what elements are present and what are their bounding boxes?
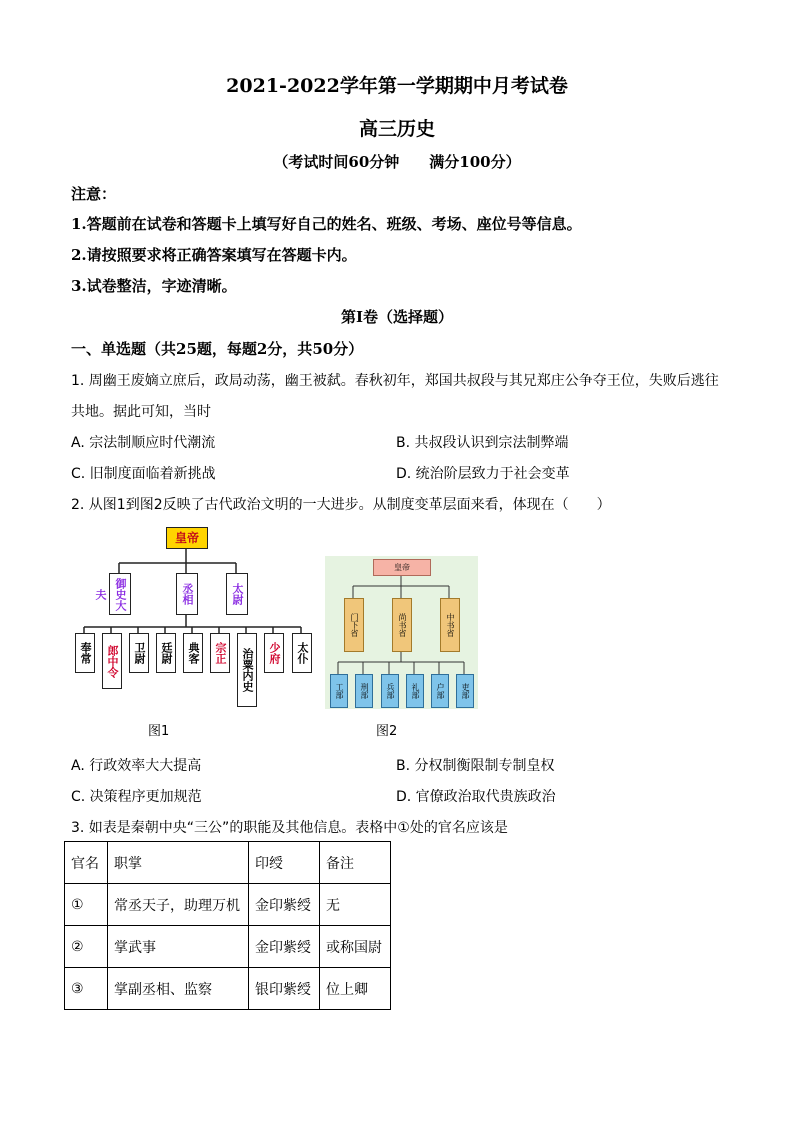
fig1-bottom-box-9: 太仆	[292, 633, 312, 673]
section1-title: 一、单选题（共25题，每题2分，共50分）	[71, 340, 364, 358]
q1-option-a: A. 宗法制顺应时代潮流	[71, 435, 216, 451]
table-cell: 掌副丞相、监察	[108, 968, 249, 1010]
q1-stem-line2: 共地。据此可知，当时	[71, 404, 211, 420]
fig2-bottom-box-5: 户部	[431, 674, 449, 708]
q2-option-b: B. 分权制衡限制专制皇权	[396, 758, 555, 774]
notice-item-1: 1.答题前在试卷和答题卡上填写好自己的姓名、班级、考场、座位号等信息。	[71, 215, 582, 233]
table-header-cell: 职掌	[108, 842, 249, 884]
table-cell: ②	[65, 926, 108, 968]
figure-1-qin-org-chart	[68, 523, 318, 715]
table-cell: 常丞天子，助理万机	[108, 884, 249, 926]
q1-option-c: C. 旧制度面临着新挑战	[71, 466, 216, 482]
table-cell: 银印紫绶	[249, 968, 320, 1010]
fig1-bottom-box-8: 少府	[264, 633, 284, 673]
q2-stem: 2. 从图1到图2反映了古代政治文明的一大进步。从制度变革层面来看，体现在（ ）	[71, 497, 611, 513]
table-header-row	[65, 842, 391, 884]
table-cell: ③	[65, 968, 108, 1010]
q2-option-c: C. 决策程序更加规范	[71, 789, 202, 805]
figure-1-caption: 图1	[148, 724, 170, 739]
fig1-bottom-box-2: 郎中令	[102, 633, 122, 689]
figure-2-caption: 图2	[376, 724, 398, 739]
fig1-bottom-box-1: 奉常	[75, 633, 95, 673]
fig1-mid-box-2: 丞相	[176, 573, 198, 615]
fig2-bottom-box-6: 吏部	[456, 674, 474, 708]
fig2-mid-box-1: 门下省	[344, 598, 364, 652]
table-cell: 掌武事	[108, 926, 249, 968]
fig1-mid-box-3: 太尉	[226, 573, 248, 615]
notice-label: 注意：	[71, 185, 117, 203]
q3-table	[64, 841, 391, 1010]
q1-option-b: B. 共叔段认识到宗法制弊端	[396, 435, 569, 451]
q1-stem-line1: 1. 周幽王废嫡立庶后，政局动荡，幽王被弑。春秋初年，郑国共叔段与其兄郑庄公争夺王位，失败后逃往	[71, 373, 719, 389]
notice-item-2: 2.请按照要求将正确答案填写在答题卡内。	[71, 246, 357, 264]
fig1-bottom-box-5: 典客	[183, 633, 203, 673]
fig1-bottom-box-3: 卫尉	[129, 633, 149, 673]
table-cell: 金印紫绶	[249, 926, 320, 968]
table-row	[65, 926, 391, 968]
exam-info: （考试时间60分钟 满分100分）	[273, 153, 521, 171]
table-cell: 无	[320, 884, 391, 926]
table-header-cell: 印绶	[249, 842, 320, 884]
fig2-mid-box-3: 中书省	[440, 598, 460, 652]
table-cell: 位上卿	[320, 968, 391, 1010]
table-header-cell: 官名	[65, 842, 108, 884]
fig1-bottom-box-6: 宗正	[210, 633, 230, 673]
table-cell: 或称国尉	[320, 926, 391, 968]
notice-item-3: 3.试卷整洁，字迹清晰。	[71, 277, 237, 295]
table-cell: 金印紫绶	[249, 884, 320, 926]
fig2-mid-box-2: 尚书省	[392, 598, 412, 652]
q1-option-d: D. 统治阶层致力于社会变革	[396, 466, 570, 482]
q2-option-a: A. 行政效率大大提高	[71, 758, 202, 774]
table-row	[65, 968, 391, 1010]
fig1-emperor-box: 皇帝	[166, 527, 208, 549]
fig1-bottom-box-7: 治粟内史	[237, 633, 257, 707]
fig2-bottom-box-4: 礼部	[406, 674, 424, 708]
exam-title: 2021-2022学年第一学期期中月考试卷	[226, 75, 568, 97]
table-header-cell: 备注	[320, 842, 391, 884]
fig2-bottom-box-3: 兵部	[381, 674, 399, 708]
figure-2-tang-org-chart	[325, 556, 478, 709]
table-cell: ①	[65, 884, 108, 926]
table-row	[65, 884, 391, 926]
fig2-bottom-box-2: 刑部	[355, 674, 373, 708]
subject-title: 高三历史	[358, 118, 435, 140]
fig2-bottom-box-1: 工部	[330, 674, 348, 708]
q3-stem: 3. 如表是秦朝中央“三公”的职能及其他信息。表格中①处的官名应该是	[71, 820, 508, 836]
fig2-emperor-box: 皇帝	[373, 559, 431, 576]
part1-title: 第I卷（选择题）	[340, 308, 454, 326]
fig1-mid-box-1: 御史大夫	[109, 573, 131, 615]
q2-option-d: D. 官僚政治取代贵族政治	[396, 789, 556, 805]
fig1-bottom-box-4: 廷尉	[156, 633, 176, 673]
